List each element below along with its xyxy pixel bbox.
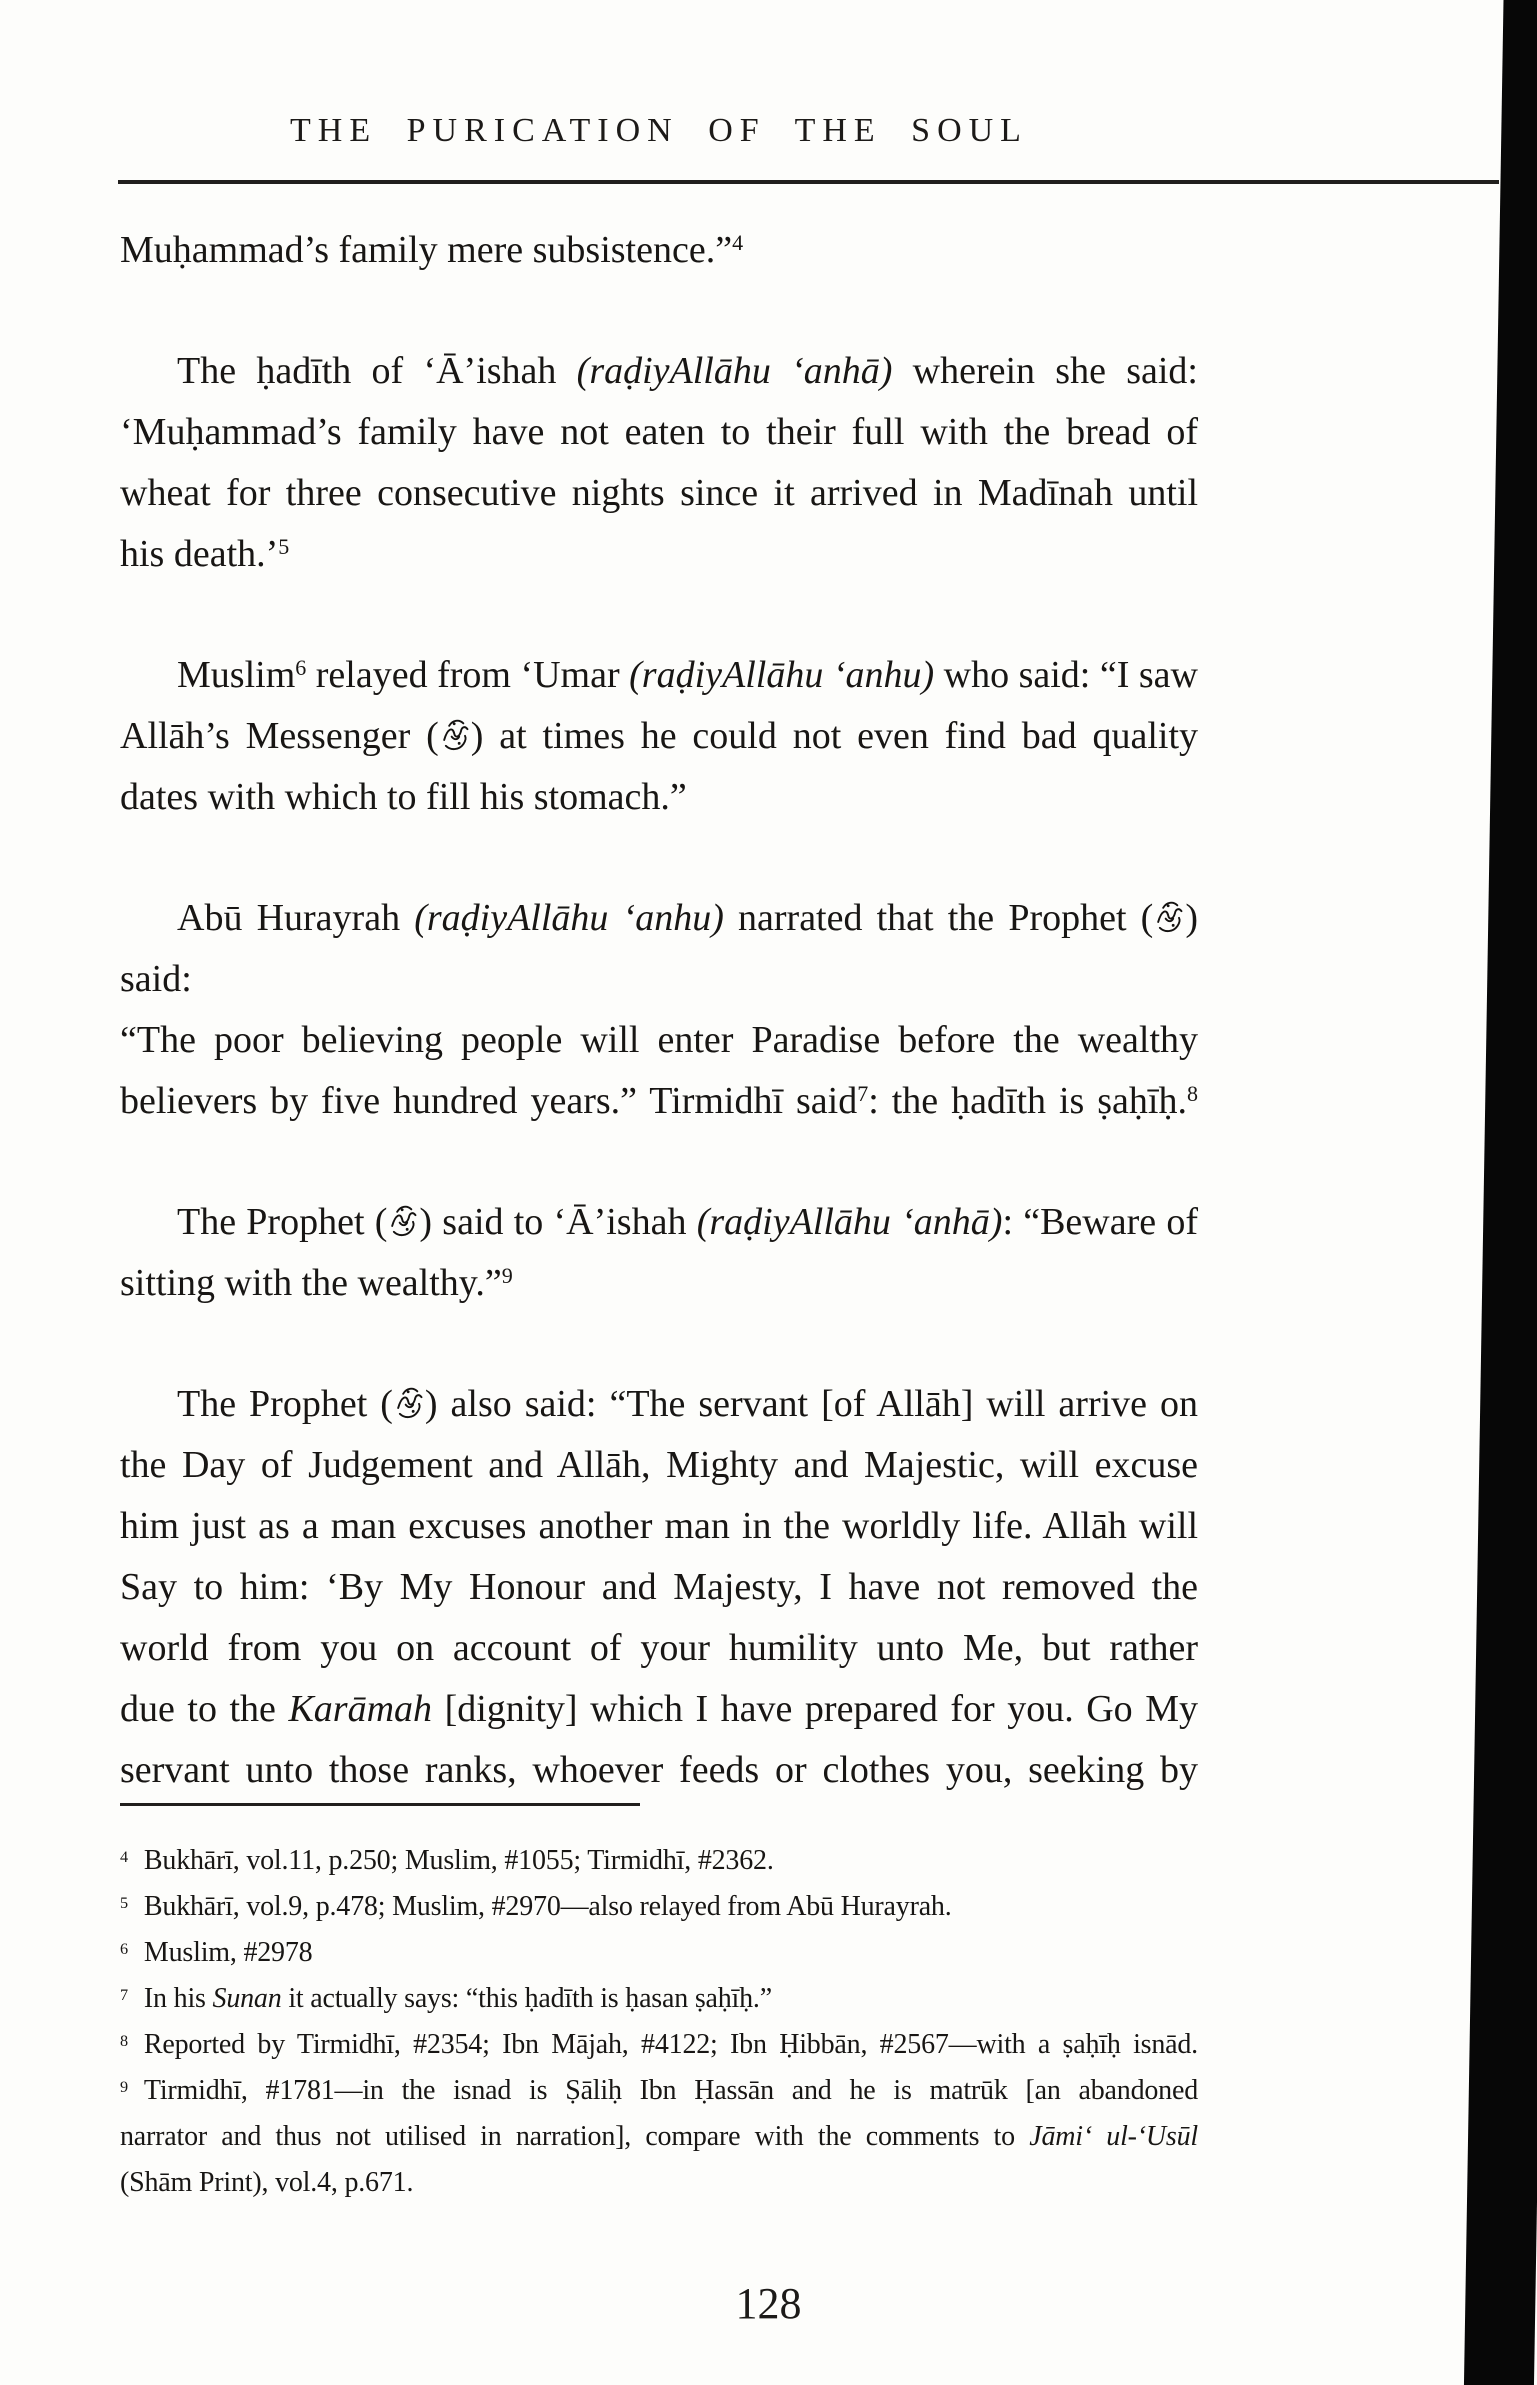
body-paragraph xyxy=(120,341,1198,585)
text-line xyxy=(120,1557,1198,1618)
footnote-item xyxy=(120,1838,1198,1884)
text-line xyxy=(120,1838,1198,1884)
text-line xyxy=(120,2160,1198,2206)
scan-edge-shadow xyxy=(1463,0,1537,2385)
text-segment: world from you on account of your humility unto Me, but rather xyxy=(120,1627,1198,1669)
text-line xyxy=(120,1618,1198,1679)
text-segment: believers by five hundred years.” Tirmidhī said xyxy=(120,1080,858,1122)
text-line xyxy=(120,1010,1198,1071)
text-segment: the Day of Judgement and Allāh, Mighty and Majestic, will excuse xyxy=(120,1444,1198,1486)
text-segment: wheat for three consecutive nights since it arrived in Madīnah until xyxy=(120,472,1198,514)
text-segment: him just as a man excuses another man in the worldly life. Allāh will xyxy=(120,1505,1198,1547)
text-line xyxy=(120,463,1198,524)
text-line xyxy=(120,2114,1198,2160)
prophet-salutation-icon xyxy=(394,1383,424,1423)
text-segment: his death.’ xyxy=(120,533,279,575)
text-line xyxy=(120,1496,1198,1557)
footnote-reference: 7 xyxy=(857,1080,869,1106)
text-segment: Muslim xyxy=(177,654,296,696)
italic-segment: Karāmah xyxy=(288,1688,433,1730)
text-segment: In his xyxy=(143,1983,213,2014)
text-segment: dates with which to fill his stomach.” xyxy=(120,776,687,818)
text-segment: The ḥadīth of ‘Ā’ishah xyxy=(177,350,577,392)
text-segment: : “Beware of xyxy=(1002,1201,1199,1243)
text-segment: it actually says: “this ḥadīth is ḥasan ṣaḥīḥ.” xyxy=(281,1983,772,2014)
text-segment: The Prophet ( xyxy=(177,1383,393,1425)
text-line xyxy=(120,1976,1198,2022)
footnote-reference: 9 xyxy=(120,2077,128,2096)
footnote-separator xyxy=(120,1803,640,1806)
text-line xyxy=(120,1740,1198,1801)
text-segment: Bukhārī, vol.11, p.250; Muslim, #1055; Tirmidhī, #2362. xyxy=(143,1845,774,1876)
text-line xyxy=(120,1192,1198,1253)
body-text xyxy=(120,220,1198,1801)
footnote-reference: 9 xyxy=(501,1262,513,1288)
text-line xyxy=(120,645,1198,706)
text-line xyxy=(120,341,1198,402)
text-segment: ) also said: “The servant [of Allāh] will arrive on xyxy=(424,1383,1198,1425)
text-segment: who said: “I saw xyxy=(934,654,1198,696)
footnote-item xyxy=(120,1930,1198,1976)
footnote-reference: 5 xyxy=(120,1893,128,1912)
footnote-reference: 8 xyxy=(120,2031,128,2050)
text-segment: Abū Hurayrah xyxy=(177,897,415,939)
text-line xyxy=(120,1253,1198,1314)
text-segment: Muḥammad’s family mere subsistence.” xyxy=(120,229,733,271)
text-line xyxy=(120,2068,1198,2114)
text-line xyxy=(120,1071,1198,1132)
text-segment: The Prophet ( xyxy=(177,1201,388,1243)
text-segment: Say to him: ‘By My Honour and Majesty, I have not removed the xyxy=(120,1566,1198,1608)
italic-segment: (raḍiyAllāhu ‘anhā) xyxy=(576,350,893,392)
text-segment: relayed from ‘Umar xyxy=(306,654,630,696)
italic-segment: Jāmi‘ ul-‘Usūl xyxy=(1029,2121,1199,2152)
body-paragraph xyxy=(120,888,1198,1132)
text-segment: Reported by Tirmidhī, #2354; Ibn Mājah, #4122; Ibn Ḥibbān, #2567—with a ṣaḥīḥ isnād. xyxy=(143,2029,1198,2060)
text-line xyxy=(120,524,1198,585)
text-line xyxy=(120,706,1198,767)
prophet-salutation-icon xyxy=(440,715,470,755)
footnote-item xyxy=(120,2022,1198,2068)
text-line xyxy=(120,402,1198,463)
text-segment: ‘Muḥammad’s family have not eaten to their full with the bread of xyxy=(120,411,1198,453)
text-segment: [dignity] which I have prepared for you. Go My xyxy=(432,1688,1198,1730)
text-line xyxy=(120,220,1198,281)
prophet-salutation-icon xyxy=(388,1201,418,1241)
text-segment: Allāh’s Messenger ( xyxy=(120,715,439,757)
text-segment: servant unto those ranks, whoever feeds or clothes you, seeking by xyxy=(120,1749,1198,1791)
footnote-reference: 6 xyxy=(120,1939,128,1958)
text-line xyxy=(120,1374,1198,1435)
italic-segment: Sunan xyxy=(212,1983,282,2014)
prophet-salutation-icon xyxy=(1154,897,1184,937)
text-segment: ) said: xyxy=(120,897,1198,1000)
text-segment: : the ḥadīth is ṣaḥīḥ. xyxy=(868,1080,1187,1122)
footnote-reference: 8 xyxy=(1186,1080,1198,1106)
italic-segment: (raḍiyAllāhu ‘anhu) xyxy=(414,897,724,939)
text-segment: ) at times he could not even find bad quality xyxy=(470,715,1198,757)
text-segment: narrated that the Prophet ( xyxy=(723,897,1154,939)
page-number: 128 xyxy=(735,2279,802,2328)
text-line xyxy=(120,1884,1198,1930)
text-segment: narrator and thus not utilised in narration], compare with the comments to xyxy=(120,2121,1030,2152)
footnote-reference: 4 xyxy=(120,1847,128,1866)
body-paragraph xyxy=(120,645,1198,828)
footnote-reference: 4 xyxy=(732,229,744,255)
footnote-reference: 6 xyxy=(295,654,307,680)
body-paragraph xyxy=(120,1192,1198,1314)
text-line xyxy=(120,888,1198,1010)
footnote-item xyxy=(120,2068,1198,2206)
text-segment: (Shām Print), vol.4, p.671. xyxy=(120,2167,414,2198)
italic-segment: (raḍiyAllāhu ‘anhā) xyxy=(696,1201,1003,1243)
text-line xyxy=(120,2022,1198,2068)
text-segment: wherein she said: xyxy=(892,350,1198,392)
text-segment: sitting with the wealthy.” xyxy=(120,1262,502,1304)
text-segment: Tirmidhī, #1781—in the isnad is Ṣāliḥ Ibn Ḥassān and he is matrūk [an abandoned xyxy=(143,2075,1198,2106)
text-line xyxy=(120,1679,1198,1740)
footnote-item xyxy=(120,1884,1198,1930)
text-segment: “The poor believing people will enter Paradise before the wealthy xyxy=(120,1019,1198,1061)
text-segment: Muslim, #2978 xyxy=(143,1937,313,1968)
italic-segment: (raḍiyAllāhu ‘anhu) xyxy=(629,654,935,696)
text-segment: Bukhārī, vol.9, p.478; Muslim, #2970—also relayed from Abū Hurayrah. xyxy=(143,1891,952,1922)
text-segment: due to the xyxy=(120,1688,289,1730)
footnote-reference: 7 xyxy=(120,1985,128,2004)
text-line xyxy=(120,1930,1198,1976)
footnote-reference: 5 xyxy=(278,533,290,559)
text-line xyxy=(120,1435,1198,1496)
text-segment: ) said to ‘Ā’ishah xyxy=(419,1201,697,1243)
footnote-item xyxy=(120,1976,1198,2022)
header-rule xyxy=(118,180,1499,184)
text-line xyxy=(120,767,1198,828)
footnotes xyxy=(120,1838,1198,2206)
running-header: THE PURICATION OF THE SOUL xyxy=(290,112,1028,149)
body-paragraph xyxy=(120,1374,1198,1801)
body-paragraph xyxy=(120,220,1198,281)
